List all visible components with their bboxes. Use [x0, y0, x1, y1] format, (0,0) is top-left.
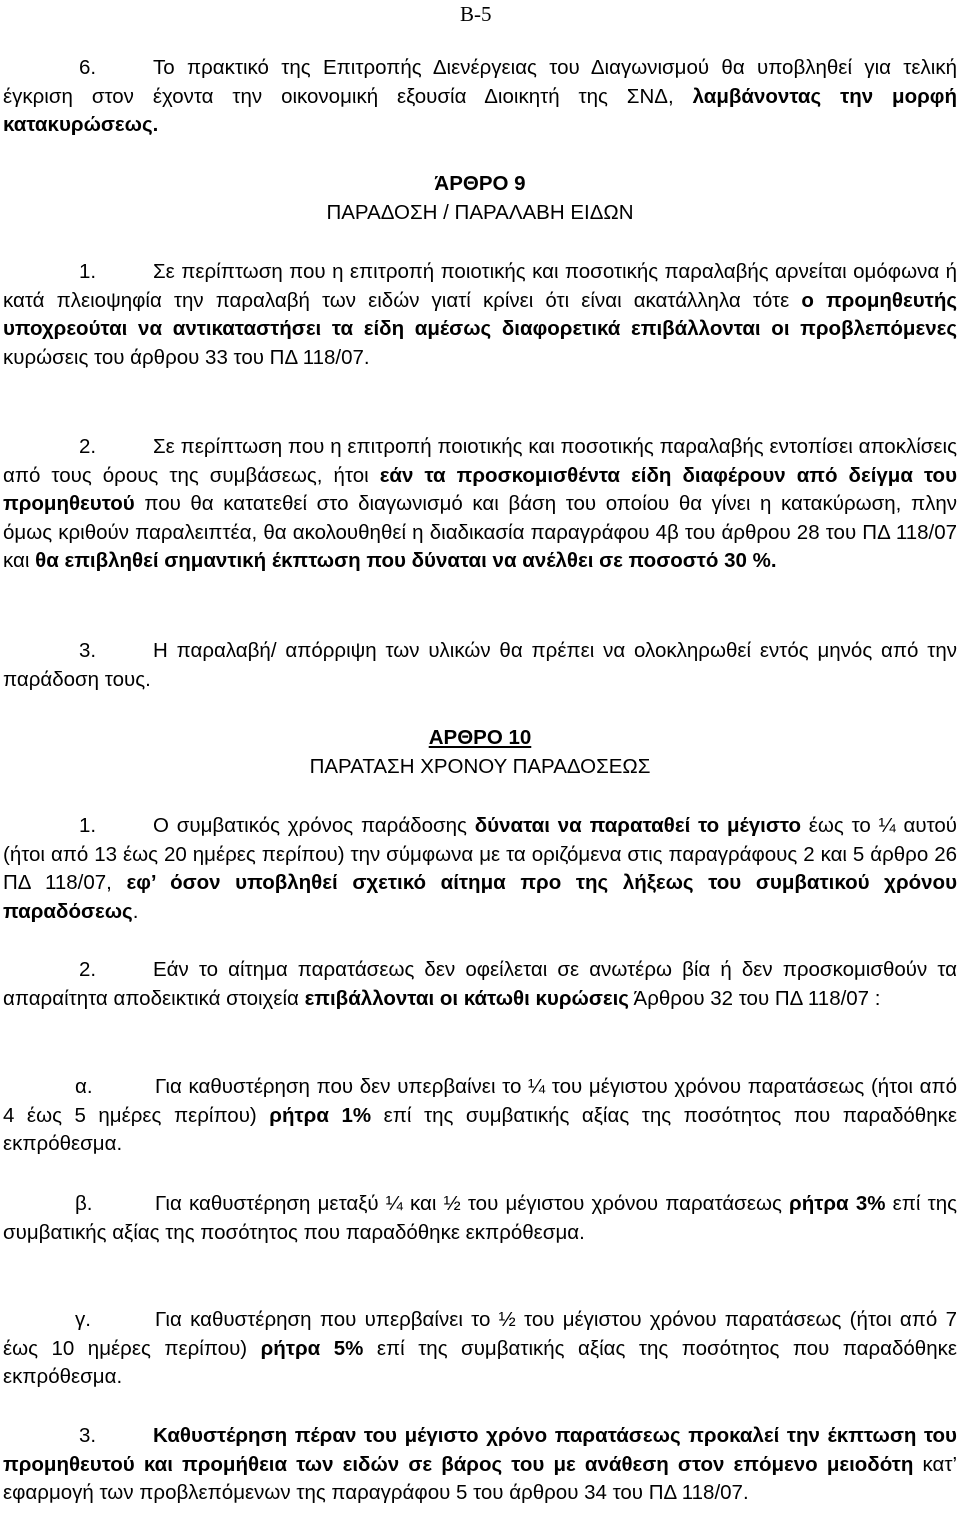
article-10-paragraph-3	[3, 1422, 957, 1508]
article-10-subtitle: ΠΑΡΑΤΑΣΗ ΧΡΟΝΟΥ ΠΑΡΑΔΟΣΕΩΣ	[309, 755, 651, 778]
paragraph-bold-text: ρήτρα 1%	[269, 1103, 372, 1127]
article-10-paragraph-2a	[3, 1073, 957, 1159]
paragraph-number: 1.	[79, 814, 97, 837]
article-10-paragraph-1	[3, 812, 957, 926]
paragraph-text: που θα κατατεθεί στο διαγωνισμό και βάση του οποίου θα γίνει η κατακύρωση, πλην όμως κριθούν παραλειπτέα, θα ακολουθηθεί η διαδικασία παραγράφου 4β του άρθρου 28 του ΠΔ 118/07 και	[3, 492, 957, 573]
paragraph-text: Εάν το αίτημα παρατάσεως δεν οφείλεται σε ανωτέρω βία ή δεν προσκομισθούν τα απαραίτητα αποδεικτικά στοιχεία	[3, 958, 957, 1010]
paragraph-number: 1.	[79, 260, 97, 283]
paragraph-text: κατ’ εφαρμογή των προβλεπόμενων της παραγράφου 5 του άρθρου 34 του ΠΔ 118/07.	[3, 1452, 957, 1505]
article-10-paragraph-2b	[3, 1190, 957, 1247]
paragraph-text: Για καθυστέρηση μεταξύ ¼ και ½ του μέγιστου χρόνου παρατάσεως	[155, 1192, 790, 1215]
paragraph-text: Για καθυστέρηση που δεν υπερβαίνει το ¼ του μέγιστου χρόνου παρατάσεως (ήτοι από 4 έως 5 ημέρες περίπου)	[3, 1075, 957, 1127]
article-9-paragraph-3	[3, 637, 957, 694]
paragraph-number: 3.	[79, 1424, 97, 1447]
article-9-paragraph-1	[3, 258, 957, 372]
paragraph-bold-text: δύναται να παραταθεί το μέγιστο	[474, 814, 801, 837]
paragraph-bold-text: Καθυστέρηση πέραν του μέγιστο χρόνο παρατάσεως προκαλεί την έκπτωση του προμηθευτού και προμήθεια των ειδών σε βάρος του με ανάθεση στον επόμενο μειοδότη	[3, 1424, 957, 1476]
paragraph-bold-text: ρήτρα 5%	[260, 1336, 364, 1360]
paragraph-number: 2.	[79, 958, 97, 981]
paragraph-number: γ.	[75, 1308, 91, 1331]
article-10-paragraph-2c	[3, 1306, 957, 1392]
paragraph-bold-text: θα επιβληθεί σημαντική έκπτωση που δύναται να ανέλθει σε ποσοστό 30 %.	[35, 549, 777, 573]
page-number: B-5	[460, 2, 492, 26]
paragraph-number: β.	[75, 1192, 93, 1215]
paragraph-text: επί της συμβατικής αξίας της ποσότητος που παραδόθηκε εκπρόθεσμα.	[3, 1103, 957, 1156]
article-9-paragraph-2	[3, 433, 957, 576]
paragraph-text: .	[132, 899, 139, 923]
paragraph-6	[3, 54, 957, 140]
article-10-paragraph-2	[3, 956, 957, 1013]
paragraph-number: 6.	[79, 56, 97, 79]
paragraph-text: Άρθρου 32 του ΠΔ 118/07 :	[628, 986, 881, 1010]
paragraph-text: έως το ¼ αυτού (ήτοι από 13 έως 20 ημέρες περίπου) την σύμφωνα με τα οριζόμενα στις παραγράφους 2 και 5 άρθρο 26 ΠΔ 118/07,	[3, 814, 957, 895]
paragraph-text: Ο συμβατικός χρόνος παράδοσης	[153, 814, 475, 837]
paragraph-text: επί της συμβατικής αξίας της ποσότητος που παραδόθηκε εκπρόθεσμα.	[3, 1336, 957, 1389]
paragraph-bold-text: επιβάλλονται οι κάτωθι κυρώσεις	[304, 986, 629, 1010]
paragraph-text: Το πρακτικό της Επιτροπής Διενέργειας του Διαγωνισμού θα υποβληθεί για τελική έγκριση στον έχοντα την οικονομική εξουσία Διοικητή της ΣΝΔ,	[3, 56, 957, 108]
paragraph-text: Η παραλαβή/ απόρριψη των υλικών θα πρέπει να ολοκληρωθεί εντός μηνός από την παράδοση τους.	[3, 639, 957, 691]
paragraph-number: 2.	[79, 435, 97, 458]
paragraph-bold-text: λαμβάνοντας την μορφή κατακυρώσεως.	[3, 84, 957, 137]
paragraph-text: Σε περίπτωση που η επιτροπή ποιοτικής και ποσοτικής παραλαβής εντοπίσει αποκλίσεις από τους όρους της συμβάσεως, ήτοι	[3, 435, 957, 487]
article-9-subtitle: ΠΑΡΑΔΟΣΗ / ΠΑΡΑΛΑΒΗ ΕΙΔΩΝ	[326, 201, 634, 224]
paragraph-number: 3.	[79, 639, 97, 662]
paragraph-bold-text: ρήτρα 3%	[789, 1192, 886, 1215]
paragraph-number: α.	[75, 1075, 93, 1098]
paragraph-bold-text: ο προμηθευτής υποχρεούται να αντικαταστήσει τα είδη αμέσως διαφορετικά επιβάλλονται οι προβλεπόμενες	[3, 288, 957, 341]
paragraph-bold-text: εφ’ όσον υποβληθεί σχετικό αίτημα προ της λήξεως του συμβατικού χρόνου παραδόσεως	[3, 871, 958, 923]
paragraph-text: κυρώσεις του άρθρου 33 του ΠΔ 118/07.	[3, 345, 370, 369]
paragraph-text: Για καθυστέρηση που υπερβαίνει το ½ του μέγιστου χρόνου παρατάσεως (ήτοι από 7 έως 10 ημέρες περίπου)	[3, 1308, 957, 1360]
paragraph-bold-text: εάν τα προσκομισθέντα είδη διαφέρουν από δείγμα του προμηθευτού	[3, 463, 958, 516]
paragraph-text: επί της συμβατικής αξίας της ποσότητος που παραδόθηκε εκπρόθεσμα.	[3, 1192, 957, 1244]
article-9-title: ΆΡΘΡΟ 9	[434, 172, 526, 195]
paragraph-text: Σε περίπτωση που η επιτροπή ποιοτικής και ποσοτικής παραλαβής αρνείται ομόφωνα ή κατά πλειοψηφία την παραλαβή των ειδών γιατί κρίνει ότι είναι ακατάλληλα τότε	[3, 260, 957, 312]
article-10-title: ΑΡΘΡΟ 10	[428, 726, 532, 749]
